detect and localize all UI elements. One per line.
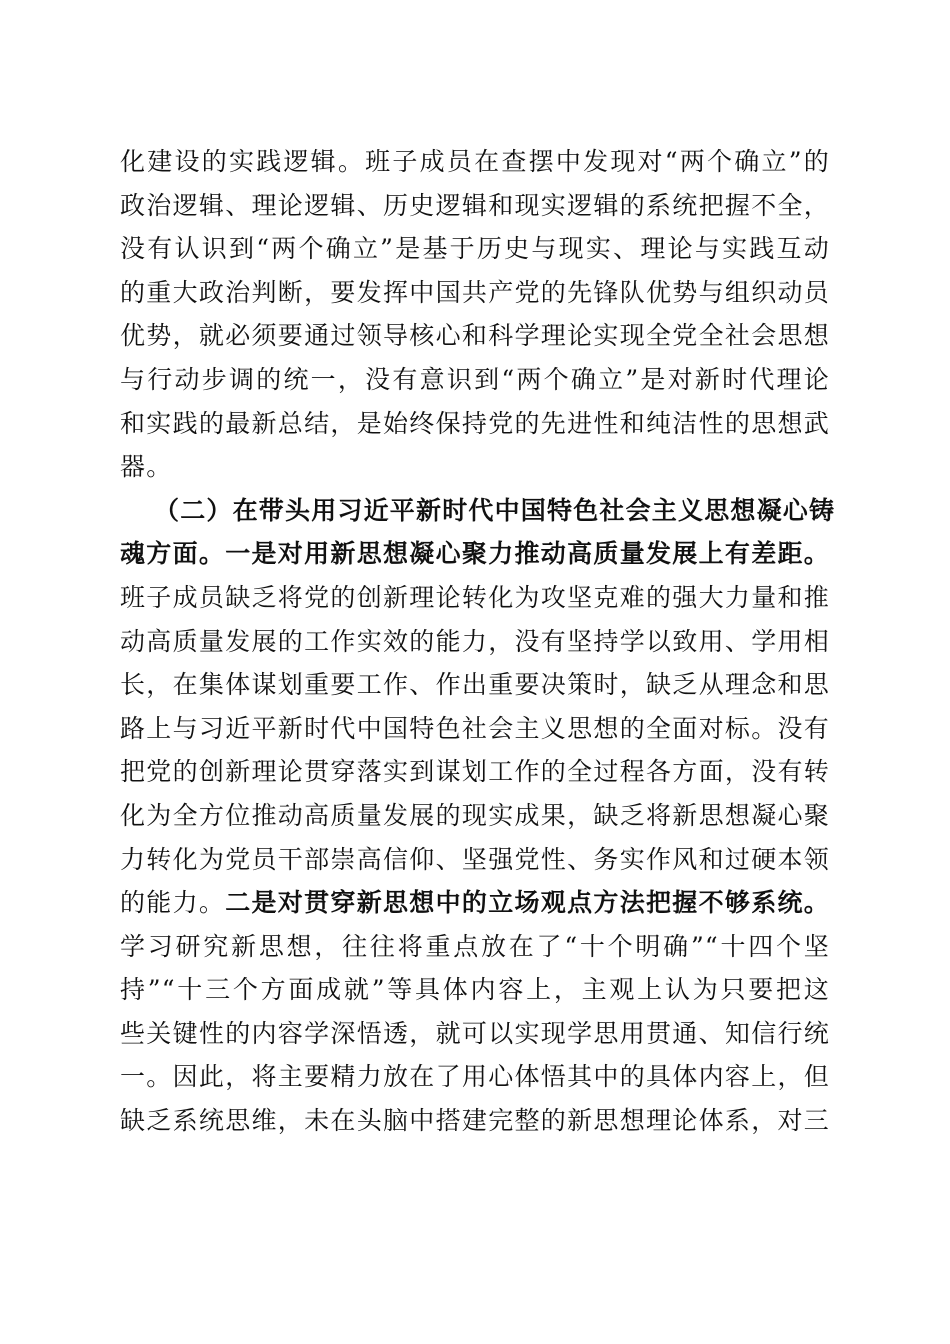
text-line: 动高质量发展的工作实效的能力，没有坚持学以致用、学用相 [120, 626, 830, 656]
text-line: 些关键性的内容学深悟透，就可以实现学思用贯通、知信行统 [120, 1018, 830, 1048]
text-line: 路上与习近平新时代中国特色社会主义思想的全面对标。没有 [120, 713, 830, 743]
body-text [120, 140, 836, 1143]
text-normal: 的能力。 [120, 888, 226, 918]
text-line: 长，在集体谋划重要工作、作出重要决策时，缺乏从理念和思 [120, 670, 830, 700]
section-heading-continued: 魂方面。一是对用新思想凝心聚力推动高质量发展上有差距。 [120, 539, 830, 569]
text-line: 器。 [120, 452, 173, 482]
text-line: 学习研究新思想，往往将重点放在了“十个明确”“十四个坚 [120, 931, 830, 961]
text-line: 化为全方位推动高质量发展的现实成果，缺乏将新思想凝心聚 [120, 800, 830, 830]
text-line: 优势，就必须要通过领导核心和科学理论实现全党全社会思想 [120, 321, 830, 351]
text-line-mixed [120, 881, 830, 925]
text-line: 一。因此，将主要精力放在了用心体悟其中的具体内容上，但 [120, 1062, 830, 1092]
text-line: 和实践的最新总结，是始终保持党的先进性和纯洁性的思想武 [120, 408, 830, 438]
text-line: 持”“十三个方面成就”等具体内容上，主观上认为只要把这 [120, 975, 830, 1005]
text-line: 力转化为党员干部崇高信仰、坚强党性、务实作风和过硬本领 [120, 844, 830, 874]
text-line: 政治逻辑、理论逻辑、历史逻辑和现实逻辑的系统把握不全， [120, 190, 830, 220]
text-line: 把党的创新理论贯穿落实到谋划工作的全过程各方面，没有转 [120, 757, 830, 787]
text-line: 班子成员缺乏将党的创新理论转化为攻坚克难的强大力量和推 [120, 582, 830, 612]
text-line: 与行动步调的统一，没有意识到“两个确立”是对新时代理论 [120, 364, 830, 394]
text-line: 化建设的实践逻辑。班子成员在查摆中发现对“两个确立”的 [120, 147, 830, 176]
section-heading: （二）在带头用习近平新时代中国特色社会主义思想凝心铸 [154, 495, 836, 525]
text-line: 的重大政治判断，要发挥中国共产党的先锋队优势与组织动员 [120, 277, 830, 307]
text-line: 缺乏系统思维，未在头脑中搭建完整的新思想理论体系，对三 [120, 1106, 830, 1136]
text-line: 没有认识到“两个确立”是基于历史与现实、理论与实践互动 [120, 234, 830, 264]
subpoint-heading: 二是对贯穿新思想中的立场观点方法把握不够系统。 [225, 888, 830, 918]
